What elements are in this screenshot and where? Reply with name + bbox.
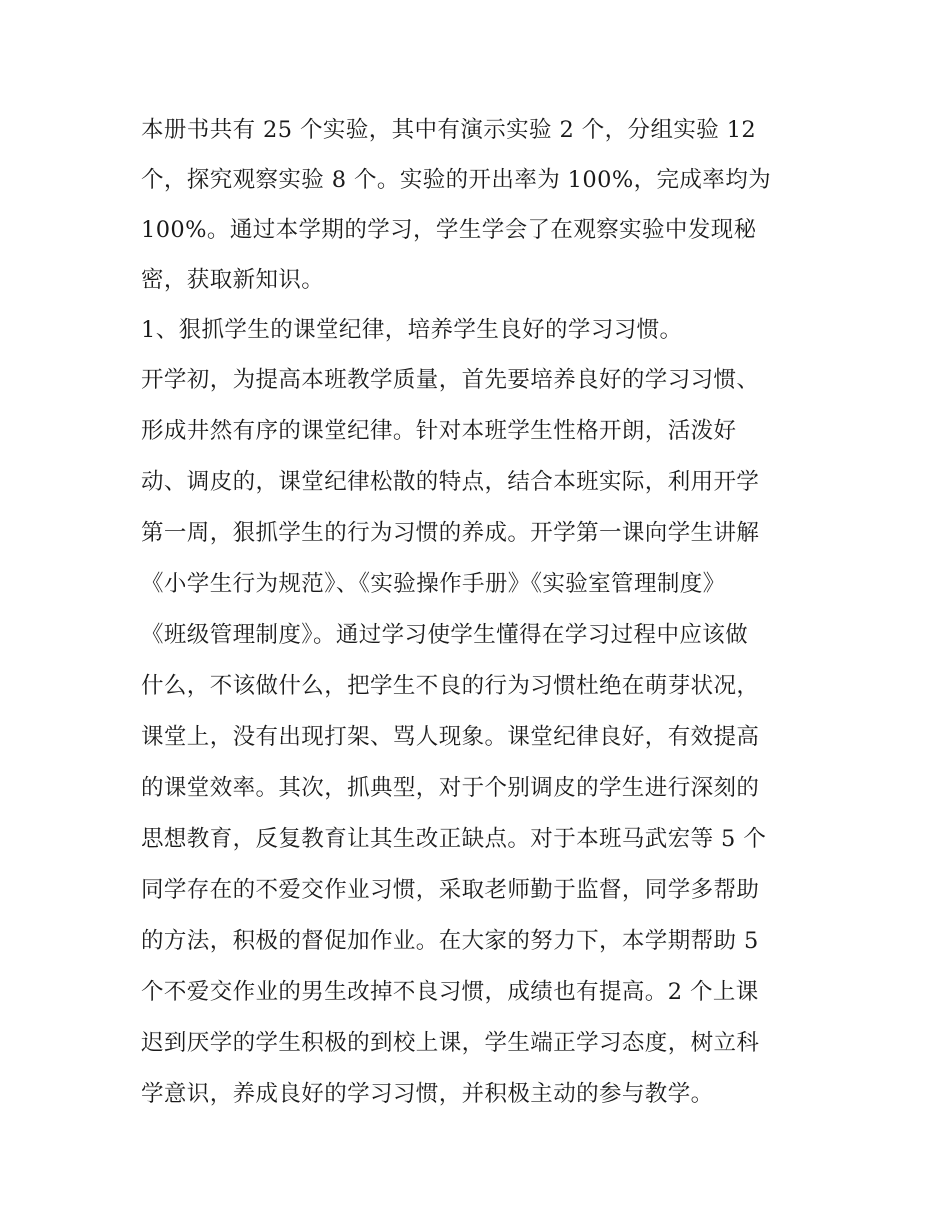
paragraph-line: 动、调皮的，课堂纪律松散的特点，结合本班实际，利用开学 [141, 469, 760, 495]
paragraph-line: 本册书共有 25 个实验，其中有演示实验 2 个，分组实验 12 [141, 117, 757, 143]
paragraph-line: 形成井然有序的课堂纪律。针对本班学生性格开朗，活泼好 [141, 418, 737, 444]
paragraph-line: 思想教育，反复教育让其生改正缺点。对于本班马武宏等 5 个 [141, 826, 767, 852]
paragraph-line: 课堂上，没有出现打架、骂人现象。课堂纪律良好，有效提高 [141, 724, 760, 750]
paragraph-line: 迟到厌学的学生积极的到校上课，学生端正学习态度，树立科 [141, 1030, 760, 1056]
paragraph-line: 学意识，养成良好的学习习惯，并积极主动的参与教学。 [141, 1081, 714, 1107]
paragraph-line: 的课堂效率。其次，抓典型，对于个别调皮的学生进行深刻的 [141, 775, 760, 801]
paragraph-line: 个不爱交作业的男生改掉不良习惯，成绩也有提高。2 个上课 [141, 979, 759, 1005]
paragraph-line: 什么，不该做什么，把学生不良的行为习惯杜绝在萌芽状况， [141, 673, 760, 699]
paragraph-line: 《班级管理制度》。通过学习使学生懂得在学习过程中应该做 [141, 622, 749, 648]
paragraph-line: 《小学生行为规范》、《实验操作手册》《实验室管理制度》 [141, 571, 726, 597]
paragraph-line: 的方法，积极的督促加作业。在大家的努力下，本学期帮助 5 [141, 928, 759, 954]
paragraph-line: 个，探究观察实验 8 个。实验的开出率为 100%，完成率均为 [141, 167, 771, 193]
paragraph-line: 同学存在的不爱交作业习惯，采取老师勤于监督，同学多帮助 [141, 877, 760, 903]
section-heading: 1、狠抓学生的课堂纪律，培养学生良好的学习习惯。 [141, 317, 683, 343]
paragraph-line: 第一周，狠抓学生的行为习惯的养成。开学第一课向学生讲解 [141, 520, 760, 546]
paragraph-line: 开学初，为提高本班教学质量，首先要培养良好的学习习惯、 [141, 367, 760, 393]
paragraph-line: 密，获取新知识。 [141, 267, 325, 293]
paragraph-line: 100%。通过本学期的学习，学生学会了在观察实验中发现秘 [141, 217, 757, 243]
